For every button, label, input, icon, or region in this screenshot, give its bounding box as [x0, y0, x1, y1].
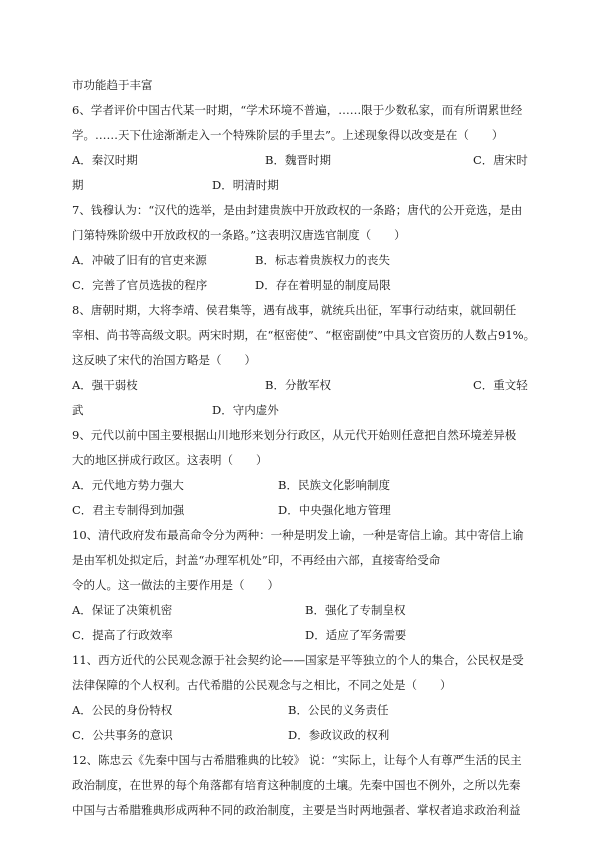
question-6-option-c-wrap: 期 [72, 178, 84, 192]
question-10-option-a: A．保证了决策机密 [72, 603, 173, 617]
question-7-option-b: B．标志着贵族权力的丧失 [255, 253, 390, 267]
question-7-option-a: A．冲破了旧有的官吏来源 [72, 253, 207, 267]
question-12-stem: 12、陈忠云《先秦中国与古希腊雅典的比较》 说：“实际上，让每个人有尊严生活的民主 [72, 753, 522, 767]
question-8-stem: 宰相、尚书等高级文职。两宋时期，在“枢密使”、“枢密副使”中具文官资历的人数占91%。 [72, 328, 536, 342]
question-11-stem: 法律保障的个人权利。古代希腊的公民观念与之相比，不同之处是（ ） [72, 678, 452, 692]
question-6-option-a: A．秦汉时期 [72, 153, 138, 167]
question-6-stem: 学。……天下仕途渐渐走入一个特殊阶层的手里去”。上述现象得以改变是在（ ） [72, 128, 504, 142]
question-9-option-c: C．君主专制得到加强 [72, 503, 185, 517]
text-line: 市功能趋于丰富 [72, 78, 153, 92]
question-11-option-c: C．公共事务的意识 [72, 728, 173, 742]
question-10-option-b: B．强化了专制皇权 [305, 603, 406, 617]
question-6-option-d: D．明清时期 [212, 178, 279, 192]
question-9-option-a: A．元代地方势力强大 [72, 478, 184, 492]
question-9-option-b: B．民族文化影响制度 [278, 478, 390, 492]
question-7-stem: 7、钱穆认为：“汉代的选举，是由封建贵族中开放政权的一条路；唐代的公开竞选，是由 [72, 203, 523, 217]
question-8-option-d: D．守内虚外 [212, 403, 279, 417]
question-12-stem: 中国与古希腊雅典形成两种不同的政治制度，主要是当时两地强者、掌权者追求政治利益 [72, 803, 521, 817]
question-6-option-b: B．魏晋时期 [265, 153, 331, 167]
question-10-option-d: D．适应了军务需要 [305, 628, 407, 642]
question-9-stem: 大的地区拼成行政区。这表明（ ） [72, 453, 268, 467]
question-11-option-a: A．公民的身份特权 [72, 703, 173, 717]
question-11-option-d: D．参政议政的权利 [288, 728, 390, 742]
question-10-stem: 是由军机处拟定后，封盖“办理军机处”印，不再经由六部，直接寄给受命 [72, 553, 441, 567]
question-10-stem: 10、清代政府发布最高命令分为两种：一种是明发上谕，一种是寄信上谕。其中寄信上谕 [72, 528, 524, 542]
question-6-stem: 6、学者评价中国古代某一时期，“学术环境不普遍，……限于少数私家，而有所谓累世经 [72, 103, 523, 117]
question-11-option-b: B．公民的义务责任 [288, 703, 389, 717]
question-8-option-a: A．强干弱枝 [72, 378, 138, 392]
question-6-option-c: C．唐宋时 [473, 153, 528, 167]
question-8-option-b: B．分散军权 [265, 378, 331, 392]
question-8-stem: 这反映了宋代的治国方略是（ ） [72, 353, 256, 367]
question-7-stem: 门第特殊阶级中开放政权的一条路。”这表明汉唐选官制度（ ） [72, 228, 406, 242]
question-8-option-c: C．重文轻 [473, 378, 528, 392]
question-11-stem: 11、西方近代的公民观念源于社会契约论——国家是平等独立的个人的集合，公民权是受 [72, 653, 524, 667]
question-9-stem: 9、元代以前中国主要根据山川地形来划分行政区，从元代开始则任意把自然环境差异极 [72, 428, 517, 442]
question-12-stem: 政治制度，在世界的每个角落都有培育这种制度的土壤。先秦中国也不例外，之所以先秦 [72, 778, 521, 792]
question-8-option-c-wrap: 武 [72, 403, 84, 417]
question-9-option-d: D．中央强化地方管理 [278, 503, 391, 517]
question-8-stem: 8、唐朝时期，大将李靖、侯君集等，遇有战事，就统兵出征，军事行动结束，就回朝任 [72, 303, 517, 317]
question-10-option-c: C．提高了行政效率 [72, 628, 173, 642]
question-10-stem: 令的人。这一做法的主要作用是（ ） [72, 578, 279, 592]
question-7-option-c: C．完善了官员选拔的程序 [72, 278, 208, 292]
question-7-option-d: D．存在着明显的制度局限 [255, 278, 391, 292]
